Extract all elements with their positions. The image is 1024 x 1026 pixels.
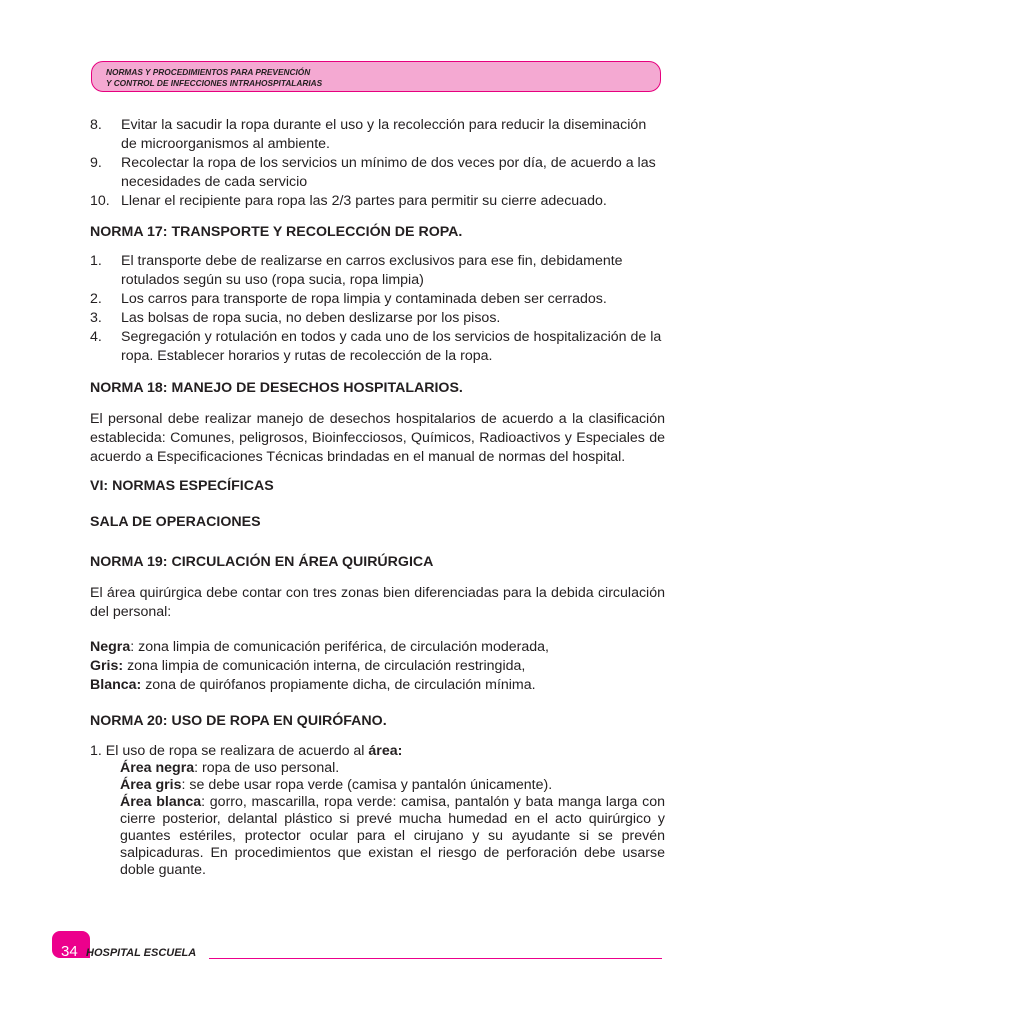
area-item: Área gris: se debe usar ropa verde (camisa y pantalón únicamente). (120, 777, 553, 793)
list-item: 8. Evitar la sacudir la ropa durante el uso y la recolección para reducir la diseminación de microorganismos al ambiente. (90, 117, 647, 152)
list-item: 9. Recolectar la ropa de los servicios un mínimo de dos veces por día, de acuerdo a las necesidades de cada servicio (90, 155, 656, 190)
footer-label: HOSPITAL ESCUELA (86, 947, 197, 959)
area-item: Área blanca: gorro, mascarilla, ropa verde: camisa, pantalón y bata manga larga con cierre posterior, delantal plástico si prevé mucha humedad en el acto quirúrgico y guantes estériles, protector ocular para el cirujano y su ayudante si se prevén salpicaduras. En procedimientos que existan el riesgo de perforación debe usarse doble guante. (120, 794, 665, 878)
header-title (106, 67, 322, 89)
list-item: 2. Los carros para transporte de ropa limpia y contaminada deben ser cerrados. (90, 291, 607, 307)
section-heading: NORMA 18: MANEJO DE DESECHOS HOSPITALARIOS. (90, 380, 463, 396)
footer-rule (209, 958, 662, 959)
area-item: Área negra: ropa de uso personal. (120, 760, 340, 776)
section-heading: VI: NORMAS ESPECÍFICAS (90, 478, 274, 494)
zone-line: Gris: zona limpia de comunicación interna, de circulación restringida, (90, 658, 526, 674)
header-line-1: NORMAS Y PROCEDIMIENTOS PARA PREVENCIÓN (106, 67, 311, 77)
list-item: 3. Las bolsas de ropa sucia, no deben deslizarse por los pisos. (90, 310, 501, 326)
list-item: 1. El transporte debe de realizarse en carros exclusivos para ese fin, debidamente rotulados según su uso (ropa sucia, ropa limpia) (90, 253, 623, 288)
section-heading: NORMA 19: CIRCULACIÓN EN ÁREA QUIRÚRGICA (90, 554, 434, 570)
page-number: 34 (61, 943, 78, 960)
zone-line: Blanca: zona de quirófanos propiamente dicha, de circulación mínima. (90, 677, 536, 693)
list-item: 4. Segregación y rotulación en todos y cada uno de los servicios de hospitalización de la ropa. Establecer horarios y rutas de recolección de la ropa. (90, 329, 662, 364)
zone-line: Negra: zona limpia de comunicación periférica, de circulación moderada, (90, 639, 549, 655)
section-heading: NORMA 17: TRANSPORTE Y RECOLECCIÓN DE ROPA. (90, 224, 463, 240)
list-item: 10. Llenar el recipiente para ropa las 2/3 partes para permitir su cierre adecuado. (90, 193, 607, 209)
clothing-intro: 1. El uso de ropa se realizara de acuerdo al área: (90, 743, 403, 759)
paragraph: El área quirúrgica debe contar con tres zonas bien diferenciadas para la debida circulación del personal: (90, 585, 665, 620)
section-heading: NORMA 20: USO DE ROPA EN QUIRÓFANO. (90, 713, 387, 729)
header-line-2: Y CONTROL DE INFECCIONES INTRAHOSPITALARIAS (106, 78, 323, 88)
page-content (90, 116, 665, 879)
clothing-list (90, 743, 665, 879)
section-heading: SALA DE OPERACIONES (90, 514, 261, 530)
paragraph: El personal debe realizar manejo de desechos hospitalarios de acuerdo a la clasificación establecida: Comunes, peligrosos, Bioinfecciosos, Químicos, Radioactivos y Especiales de acuerdo a Especificaciones Técnicas brindadas en el manual de normas del hospital. (90, 411, 665, 465)
